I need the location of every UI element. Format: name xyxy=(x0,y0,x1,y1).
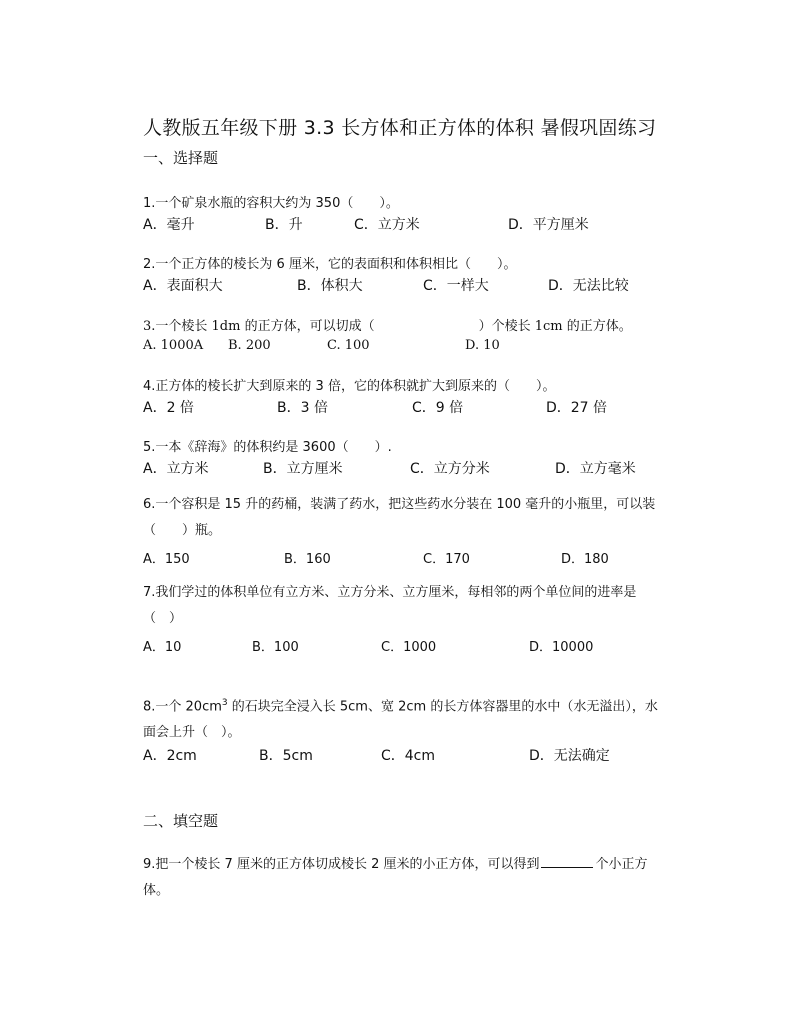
superscript-3: 3 xyxy=(221,698,228,708)
option-c: C．1000 xyxy=(381,640,437,655)
answer-blank[interactable] xyxy=(541,853,593,868)
option-a: A．10 xyxy=(143,640,182,655)
page-title: 人教版五年级下册 3.3 长方体和正方体的体积 暑假巩固练习 xyxy=(143,117,657,139)
question-8-text-start: 8.一个 20cm xyxy=(143,699,222,715)
option-b: B．100 xyxy=(252,640,299,655)
option-c: C．4cm xyxy=(381,748,436,764)
option-b: B. 200 xyxy=(228,338,271,353)
options-8 xyxy=(143,745,663,767)
option-d: D．180 xyxy=(561,552,609,567)
option-d: D．27 倍 xyxy=(546,400,608,416)
option-a: A．立方米 xyxy=(143,461,209,477)
option-c: C．一样大 xyxy=(423,278,489,294)
options-3 xyxy=(143,338,663,360)
question-9-text-start: 9.把一个棱长 7 厘米的正方体切成棱长 2 厘米的小正方体，可以得到 xyxy=(143,857,540,872)
question-7: 7.我们学过的体积单位有立方米、立方分米、立方厘米，每相邻的两个单位间的进率是（ ） xyxy=(143,585,637,626)
options-4 xyxy=(143,397,663,419)
option-b: B．3 倍 xyxy=(277,400,328,416)
question-8-text-end: 的石块完全浸入长 5cm、宽 2cm 的长方体容器里的水中（水无溢出），水面会上升（ ）。 xyxy=(143,699,658,741)
option-d: D．无法比较 xyxy=(548,278,629,294)
option-b: B．体积大 xyxy=(297,278,363,294)
options-5 xyxy=(143,458,663,480)
question-2: 2.一个正方体的棱长为 6 厘米，它的表面积和体积相比（ ）。 xyxy=(143,257,517,272)
section-heading-fill: 二、填空题 xyxy=(143,812,219,830)
option-c: C．170 xyxy=(423,552,470,567)
section-heading-choice: 一、选择题 xyxy=(143,149,219,167)
option-b: B．5cm xyxy=(259,748,313,764)
question-4: 4.正方体的棱长扩大到原来的 3 倍，它的体积就扩大到原来的（ ）。 xyxy=(143,379,556,394)
options-1 xyxy=(143,214,663,236)
question-8 xyxy=(143,690,663,746)
option-c: C. 100 xyxy=(327,338,370,353)
option-a: A．2 倍 xyxy=(143,400,194,416)
option-a: A．表面积大 xyxy=(143,278,223,294)
option-c: C．立方分米 xyxy=(410,461,490,477)
option-a: A．150 xyxy=(143,552,190,567)
options-6 xyxy=(143,548,663,570)
question-1: 1.一个矿泉水瓶的容积大约为 350（ ）。 xyxy=(143,196,399,211)
option-a: A．2cm xyxy=(143,748,197,764)
option-c: C．9 倍 xyxy=(412,400,464,416)
option-d: D．10000 xyxy=(529,640,594,655)
option-a: A. 1000A xyxy=(143,338,204,353)
option-d: D．平方厘米 xyxy=(508,217,589,233)
option-b: B．立方厘米 xyxy=(263,461,343,477)
option-a: A．毫升 xyxy=(143,217,195,233)
option-d: D．立方毫米 xyxy=(555,461,636,477)
question-6: 6.一个容积是 15 升的药桶，装满了药水，把这些药水分装在 100 毫升的小瓶里，可以装（ ）瓶。 xyxy=(143,497,656,538)
option-d: D. 10 xyxy=(465,338,500,353)
options-2 xyxy=(143,275,663,297)
option-b: B．160 xyxy=(284,552,331,567)
option-b: B．升 xyxy=(265,217,303,233)
option-c: C．立方米 xyxy=(354,217,420,233)
option-d: D．无法确定 xyxy=(529,748,610,764)
question-3: 3.一个棱长 1dm 的正方体，可以切成（ ）个棱长 1cm 的正方体。 xyxy=(143,319,632,334)
question-5: 5.一本《辞海》的体积约是 3600（ ）. xyxy=(143,440,392,455)
question-9-text-end: 个小正方体。 xyxy=(143,857,648,898)
question-9 xyxy=(143,852,663,904)
options-7 xyxy=(143,636,663,658)
